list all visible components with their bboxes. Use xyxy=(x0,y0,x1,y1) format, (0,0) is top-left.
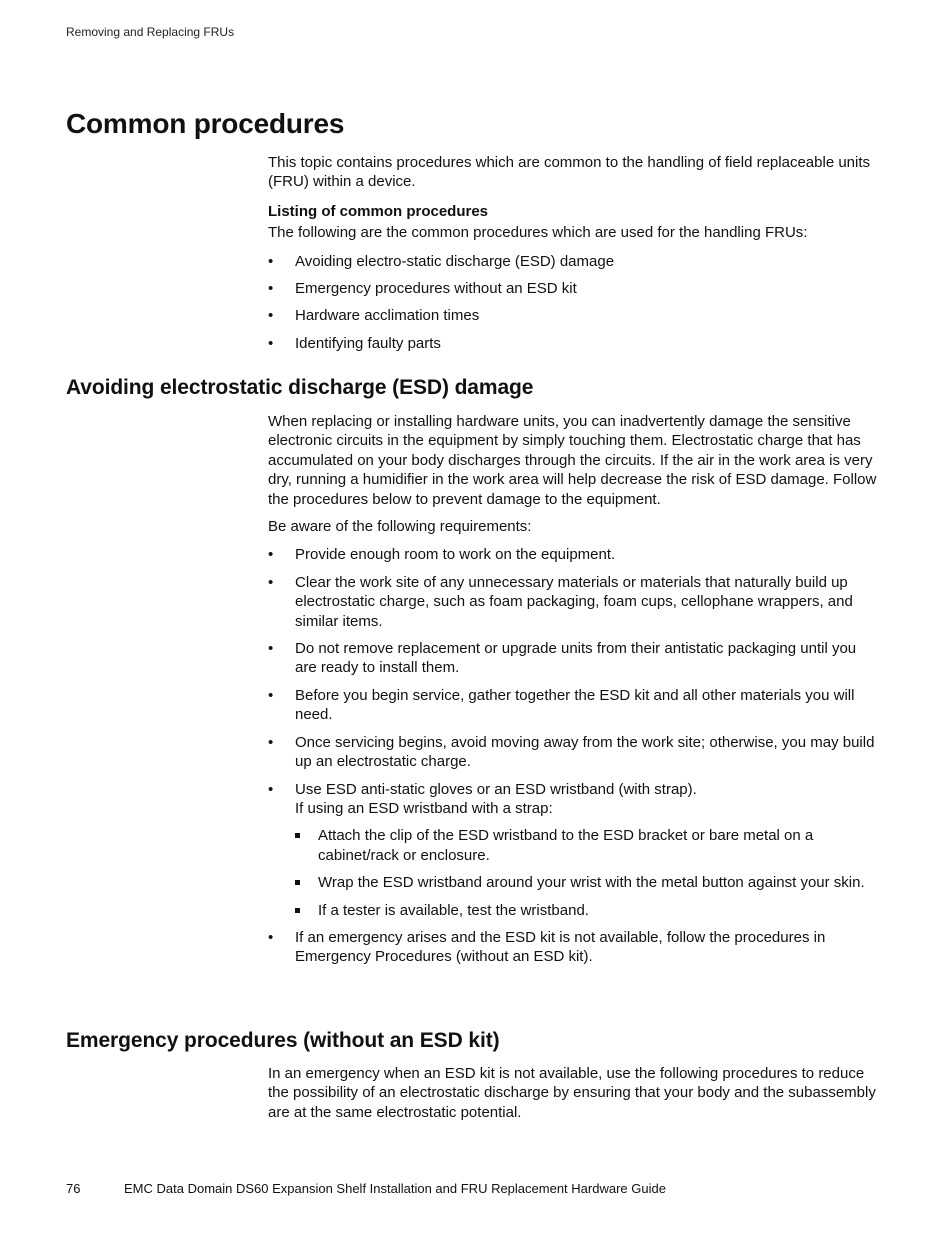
common-procedures-body xyxy=(268,153,880,353)
common-intro: This topic contains procedures which are common to the handling of field replaceable units (FRU) within a device. xyxy=(268,154,871,191)
requirements-list xyxy=(268,545,880,966)
list-item: • Clear the work site of any unnecessary materials or materials that naturally build up electrostatic charge, such as foam packaging, foam cups, cellophane wrappers, and similar items. xyxy=(268,573,880,631)
list-item: • Do not remove replacement or upgrade units from their antistatic packaging until you are ready to install them. xyxy=(268,639,880,678)
requirements-lead: Be aware of the following requirements: xyxy=(268,518,532,536)
esd-section-title: Avoiding electrostatic discharge (ESD) damage xyxy=(66,376,534,399)
emergency-section-title: Emergency procedures (without an ESD kit) xyxy=(66,1029,500,1052)
running-header: Removing and Replacing FRUs xyxy=(66,25,235,39)
list-item-gloves xyxy=(268,780,880,920)
list-item: Attach the clip of the ESD wristband to the ESD bracket or bare metal on a cabinet/rack or enclosure. xyxy=(295,826,880,865)
common-procedures-list xyxy=(268,252,880,354)
emergency-intro: In an emergency when an ESD kit is not available, use the following procedures to reduce the possibility of an electrostatic discharge by ensuring that your body and the subassembly are at the same electrostatic potential. xyxy=(268,1065,876,1121)
page-title: Common procedures xyxy=(66,108,345,139)
list-item: Wrap the ESD wristband around your wrist with the metal button against your skin. xyxy=(295,873,880,892)
list-item: • Hardware acclimation times xyxy=(268,306,880,325)
page-number: 76 xyxy=(66,1181,81,1196)
listing-lead: The following are the common procedures which are used for the handling FRUs: xyxy=(268,224,808,242)
listing-heading: Listing of common procedures xyxy=(268,202,489,220)
esd-intro: When replacing or installing hardware units, you can inadvertently damage the sensitive electronic circuits in the equipment by simply touching them. Electrostatic charge that has accumulated on your body discharges through the circuits. If the air in the work area is very dry, running a humidifier in the work area will help decrease the risk of ESD damage. Follow the procedures below to prevent damage to the equipment. xyxy=(268,413,877,508)
gloves-followup-text: If using an ESD wristband with a strap: xyxy=(295,799,553,817)
list-item: • Before you begin service, gather together the ESD kit and all other materials you will need. xyxy=(268,686,880,725)
list-item: • Emergency procedures without an ESD kit xyxy=(268,279,880,298)
emergency-section-body xyxy=(268,1064,880,1122)
list-item: • Avoiding electro-static discharge (ESD) damage xyxy=(268,252,880,271)
gloves-item-text: Use ESD anti-static gloves or an ESD wristband (with strap). xyxy=(295,780,697,798)
wristband-steps-list xyxy=(295,826,880,920)
list-item: • Once servicing begins, avoid moving away from the work site; otherwise, you may build up an electrostatic charge. xyxy=(268,733,880,772)
list-item: If a tester is available, test the wristband. xyxy=(295,901,880,920)
list-item: • Identifying faulty parts xyxy=(268,334,880,353)
list-item: • If an emergency arises and the ESD kit is not available, follow the procedures in Emergency Procedures (without an ESD kit). xyxy=(268,928,880,967)
list-item: • Provide enough room to work on the equipment. xyxy=(268,545,880,564)
esd-section-body xyxy=(268,412,880,967)
footer-doc-title: EMC Data Domain DS60 Expansion Shelf Installation and FRU Replacement Hardware Guide xyxy=(124,1181,666,1196)
